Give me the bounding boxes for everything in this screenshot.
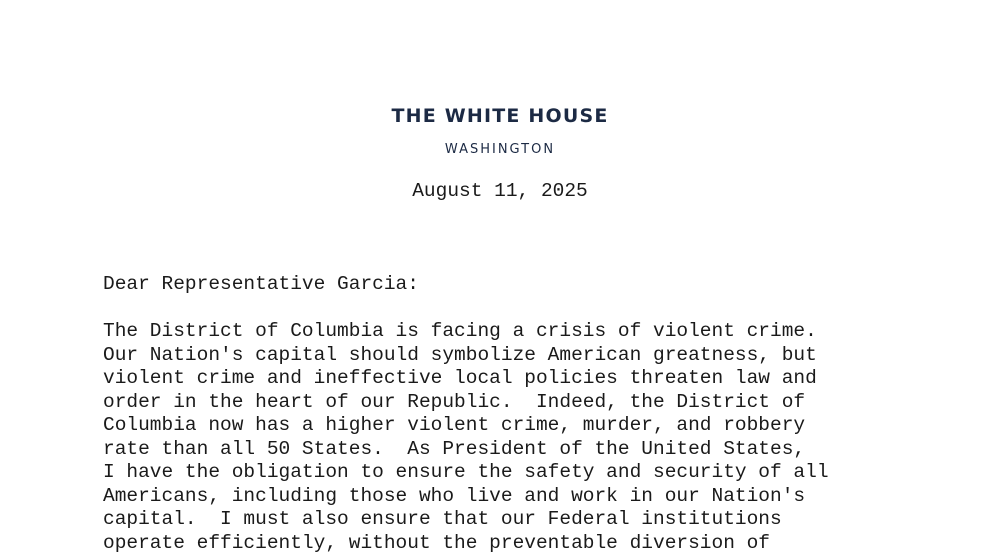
body-line: violent crime and ineffective local policies threaten law and: [103, 367, 829, 391]
body-line: order in the heart of our Republic. Indeed, the District of: [103, 391, 829, 415]
body-line: Our Nation's capital should symbolize American greatness, but: [103, 344, 829, 368]
letter-body: [103, 320, 829, 555]
body-line: I have the obligation to ensure the safety and security of all: [103, 461, 829, 485]
letterhead-title: THE WHITE HOUSE: [0, 104, 1000, 128]
body-line: operate efficiently, without the preventable diversion of: [103, 532, 829, 555]
body-line: rate than all 50 States. As President of the United States,: [103, 438, 829, 462]
salutation: Dear Representative Garcia:: [103, 273, 419, 297]
body-line: Columbia now has a higher violent crime, murder, and robbery: [103, 414, 829, 438]
letterhead-subtitle: WASHINGTON: [0, 141, 1000, 159]
body-line: capital. I must also ensure that our Federal institutions: [103, 508, 829, 532]
body-line: Americans, including those who live and work in our Nation's: [103, 485, 829, 509]
letter-date: August 11, 2025: [0, 179, 1000, 203]
body-line: The District of Columbia is facing a crisis of violent crime.: [103, 320, 829, 344]
